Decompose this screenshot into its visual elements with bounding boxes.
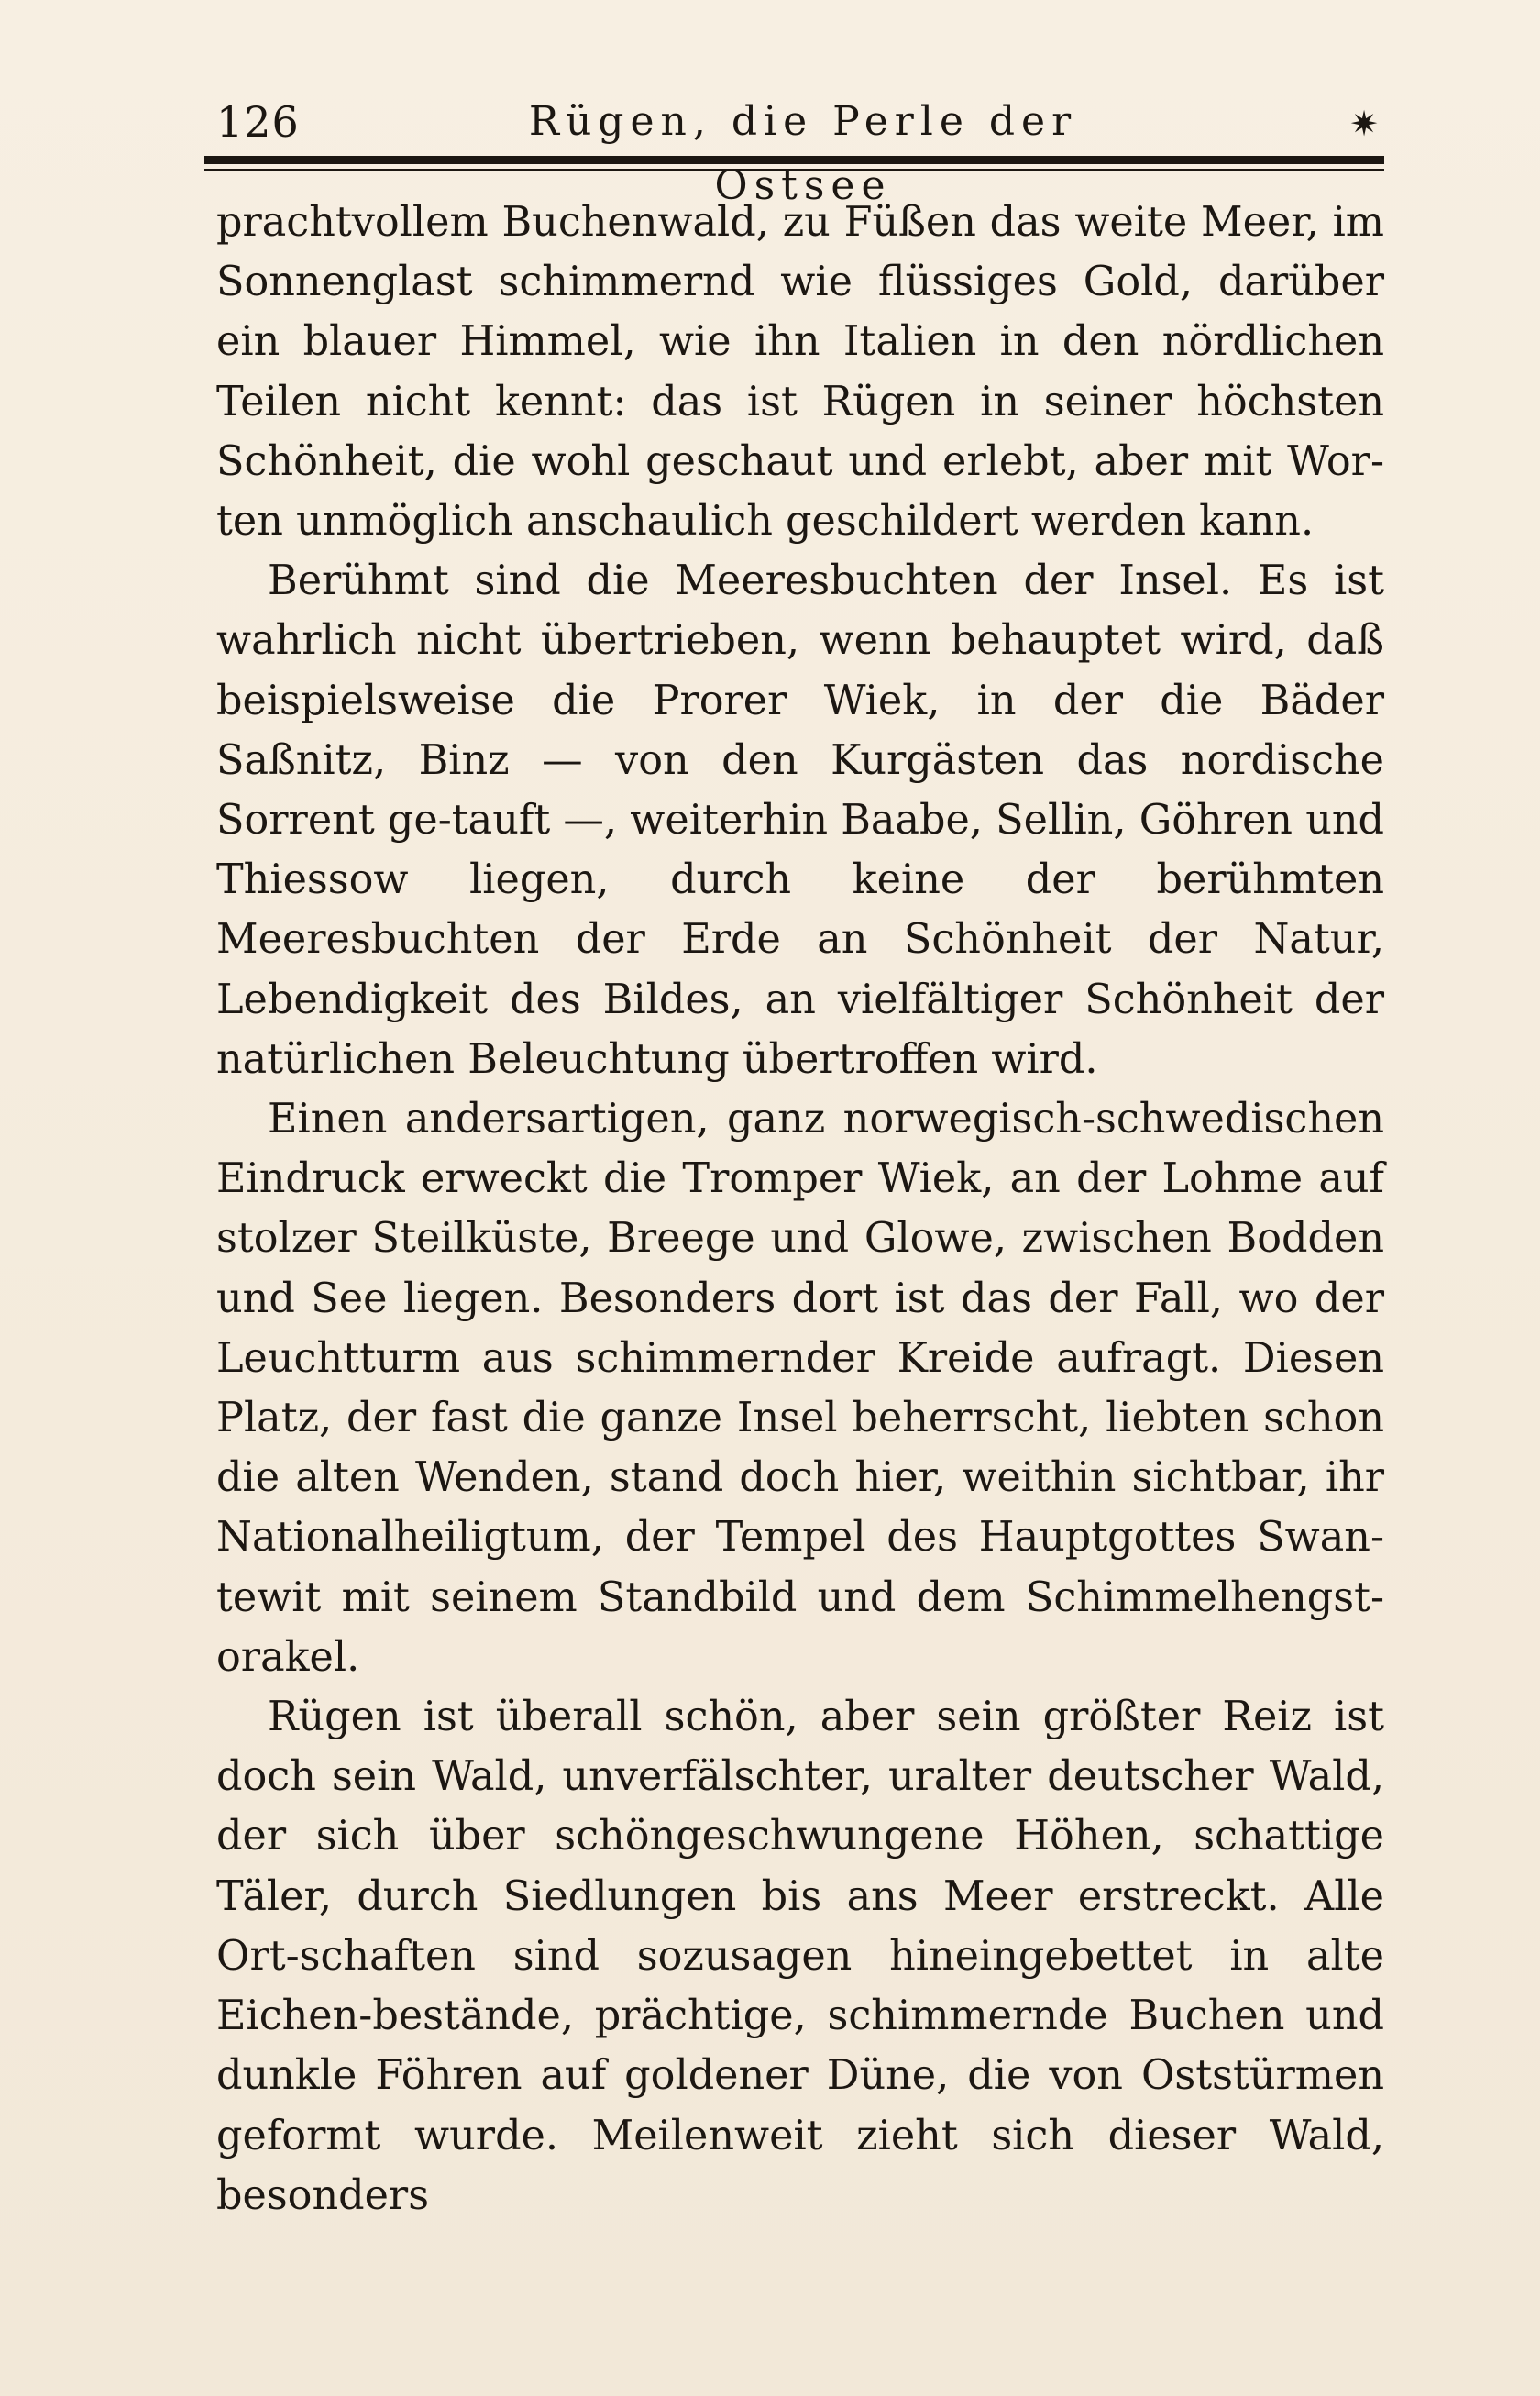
star-ornament-icon: ✷ (1349, 104, 1379, 144)
paragraph-wald: Rügen ist überall schön, aber sein größter Reiz ist doch sein Wald, unverfälschter, uralter deutscher Wald, der sich über schöngeschwungene Höhen, schattige Täler, durch Siedlungen bis ans Meer erstreckt. Alle Ort-schaften sind sozusagen hineingebettet in alte Eichen-bestände, prächtige, schimmernde Buchen und dunkle Föhren auf goldener Düne, die von Oststürmen geformt wurde. Meilenweit zieht sich dieser Wald, besonders (216, 1694, 1384, 2219)
paragraph-tromper-wiek: Einen andersartigen, ganz norwegisch-schwedischen Eindruck erweckt die Tromper Wiek, an der Lohme auf stolzer Steilküste, Breege und Glowe, zwischen Bodden und See liegen. Besonders dort ist das der Fall, wo der Leuchtturm aus schimmernder Kreide aufragt. Diesen Platz, der fast die ganze Insel beherrscht, liebten schon die alten Wenden, stand doch hier, weithin sichtbar, ihr Nationalheiligtum, der Tempel des Hauptgottes Swan-tewit mit seinem Standbild und dem Schimmelhengst-orakel. (216, 1096, 1384, 1681)
header-rule-thin (204, 169, 1384, 171)
running-head (216, 90, 1382, 209)
page-number: 126 (216, 97, 300, 147)
paragraph-continuation: prachtvollem Buchenwald, zu Füßen das weite Meer, im Sonnenglast schimmernd wie flüssiges Gold, darüber ein blauer Himmel, wie ihn Italien in den nördlichen Teilen nicht kennt: das ist Rügen in seiner höchsten Schönheit, die wohl geschaut und erlebt, aber mit Wor-ten unmöglich anschaulich geschildert werden kann. (216, 199, 1384, 546)
running-title: Rügen, die Perle der Ostsee (528, 98, 1078, 209)
paragraph-meeresbuchten: Berühmt sind die Meeresbuchten der Insel. Es ist wahrlich nicht übertrieben, wenn behauptet wird, daß beispielsweise die Prorer Wiek, in der die Bäder Saßnitz, Binz — von den Kurgästen das nordische Sorrent ge-tauft —, weiterhin Baabe, Sellin, Göhren und Thiessow liegen, durch keine der berühmten Meeresbuchten der Erde an Schönheit der Natur, Lebendigkeit des Bildes, an vielfältiger Schönheit der natürlichen Beleuchtung übertroffen wird. (216, 558, 1384, 1083)
header-rule (204, 156, 1384, 164)
text-body (216, 193, 1384, 2225)
